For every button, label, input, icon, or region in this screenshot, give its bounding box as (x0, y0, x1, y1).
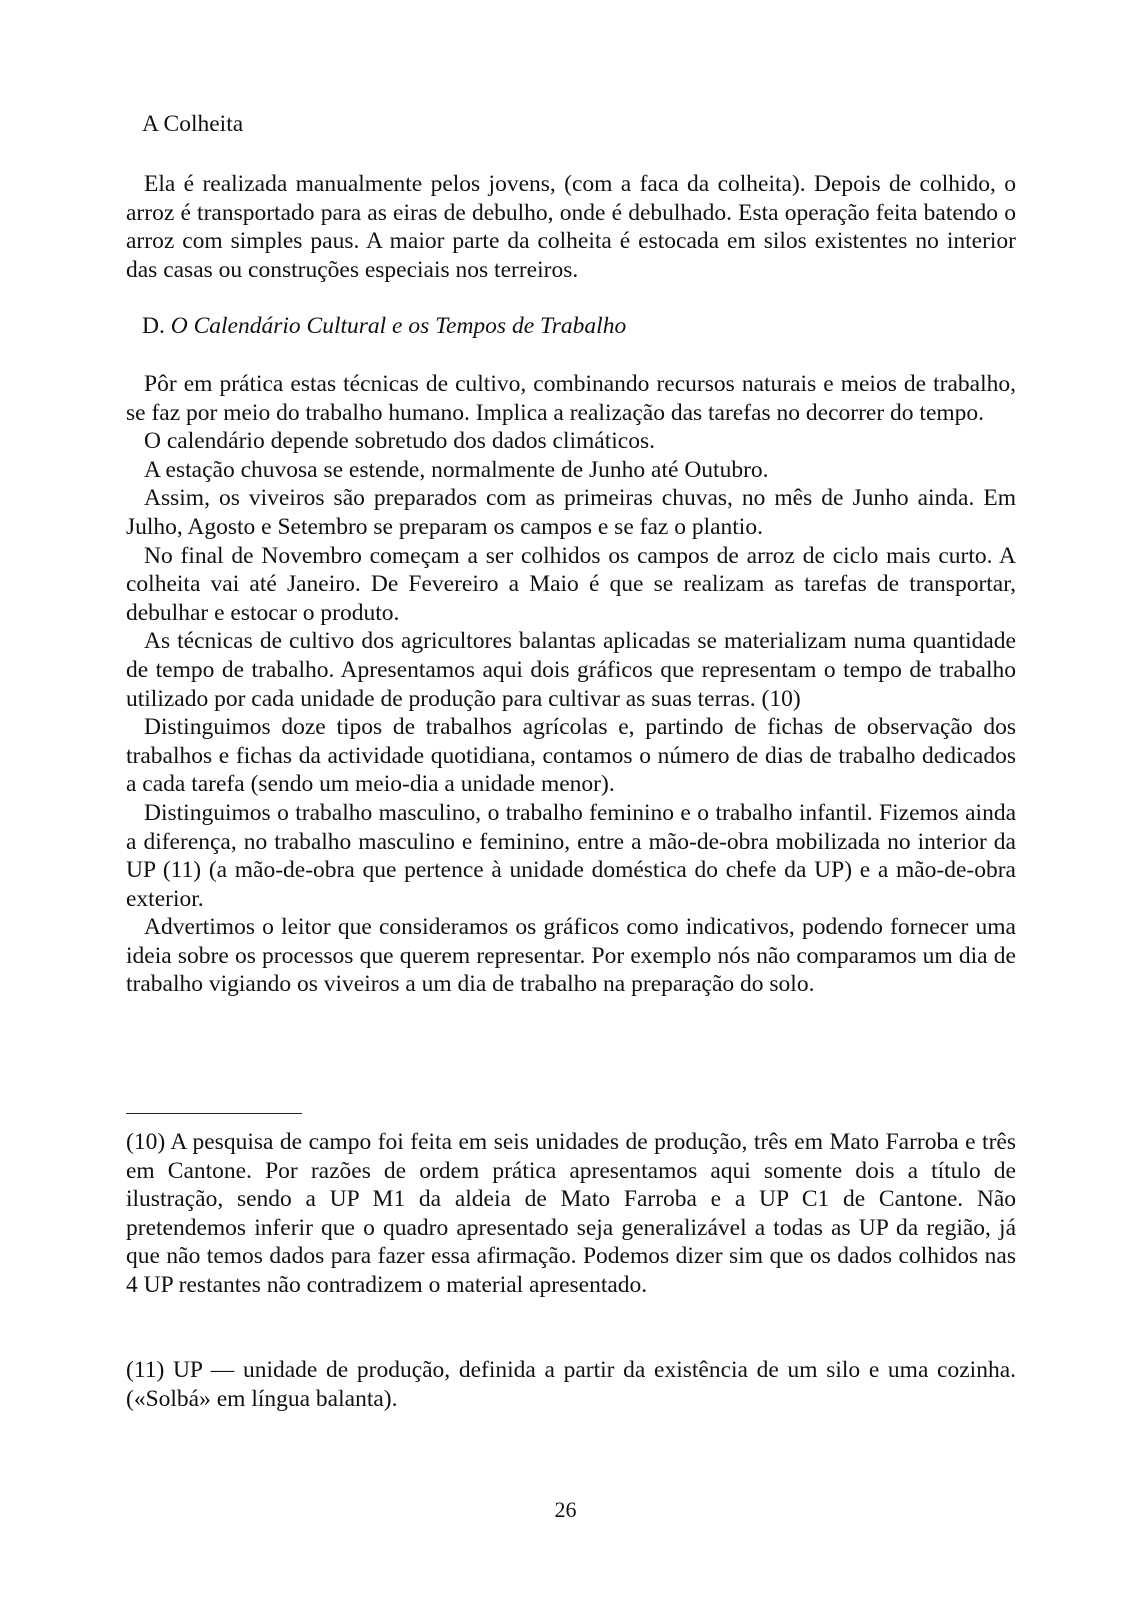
body-paragraph: Assim, os viveiros são preparados com as primeiras chuvas, no mês de Junho ainda. Em Julho, Agosto e Setembro se preparam os campos e se faz o plantio. (126, 485, 1016, 540)
body-paragraph: Advertimos o leitor que consideramos os gráficos como indicativos, podendo fornecer uma ideia sobre os processos que querem representar. Por exemplo nós não comparamos um dia de trabalho vigiando os viveiros a um dia de trabalho na preparação do solo. (126, 914, 1016, 998)
paragraph-text: Ela é realizada manualmente pelos jovens, (com a faca da colheita). Depois de colhido, o arroz é transportado para as eiras de debulho, onde é debulhado. Esta operação feita batendo o arroz com simples paus. A maior parte da colheita é estocada em silos existentes no interior das casas ou construções especiais nos terreiros. (126, 171, 1016, 283)
page-number: 26 (554, 1497, 577, 1522)
body-paragraph: Distinguimos doze tipos de trabalhos agrícolas e, partindo de fichas de observação dos trabalhos e fichas da actividade quotidiana, contamos o número de dias de trabalho dedicados a cada tarefa (sendo um meio-dia a unidade menor). (126, 714, 1016, 798)
footnote-10 (126, 1128, 1016, 1300)
section-letter: D. (142, 313, 165, 339)
section-d-heading (142, 312, 626, 340)
body-paragraph: Pôr em prática estas técnicas de cultivo, combinando recursos naturais e meios de trabalho, se faz por meio do trabalho humano. Implica a realização das tarefas no decorrer do tempo. (126, 371, 1016, 426)
footnote-text: (11) UP — unidade de produção, definida a partir da existência de um silo e uma cozinha. («Solbá» em língua balanta). (126, 1357, 1016, 1412)
footnote-11 (126, 1356, 1016, 1413)
heading-colheita: A Colheita (142, 111, 244, 137)
body-paragraph: As técnicas de cultivo dos agricultores balantas aplicadas se materializam numa quantidade de tempo de trabalho. Apresentamos aqui dois gráficos que representam o tempo de trabalho utilizado por cada unidade de produção para cultivar as suas terras. (10) (126, 628, 1016, 712)
body-paragraph: Distinguimos o trabalho masculino, o trabalho feminino e o trabalho infantil. Fizemos ainda a diferença, no trabalho masculino e feminino, entre a mão-de-obra mobilizada no interior da UP (11) (a mão-de-obra que pertence à unidade doméstica do chefe da UP) e a mão-de-obra exterior. (126, 799, 1016, 912)
footnote-text: (10) A pesquisa de campo foi feita em seis unidades de produção, três em Mato Farroba e três em Cantone. Por razões de ordem prática apresentamos aqui somente dois a título de ilustração, sendo a UP M1 da aldeia de Mato Farroba e a UP C1 de Cantone. Não pretendemos inferir que o quadro apresentado seja generalizável a todas as UP da região, já que não temos dados para fazer essa afirmação. Podemos dizer sim que os dados colhidos nas 4 UP restantes não contradizem o material apresentado. (126, 1129, 1016, 1298)
body-paragraph: A estação chuvosa se estende, normalmente de Junho até Outubro. (144, 456, 769, 483)
footnote-divider (126, 1113, 302, 1114)
section-title-italic: O Calendário Cultural e os Tempos de Trabalho (170, 313, 627, 339)
body-text (126, 370, 1016, 999)
body-paragraph: No final de Novembro começam a ser colhidos os campos de arroz de ciclo mais curto. A colheita vai até Janeiro. De Fevereiro a Maio é que se realizam as tarefas de transportar, debulhar e estocar o produto. (126, 542, 1016, 626)
body-paragraph: O calendário depende sobretudo dos dados climáticos. (144, 428, 655, 455)
paragraph-colheita (126, 170, 1016, 284)
